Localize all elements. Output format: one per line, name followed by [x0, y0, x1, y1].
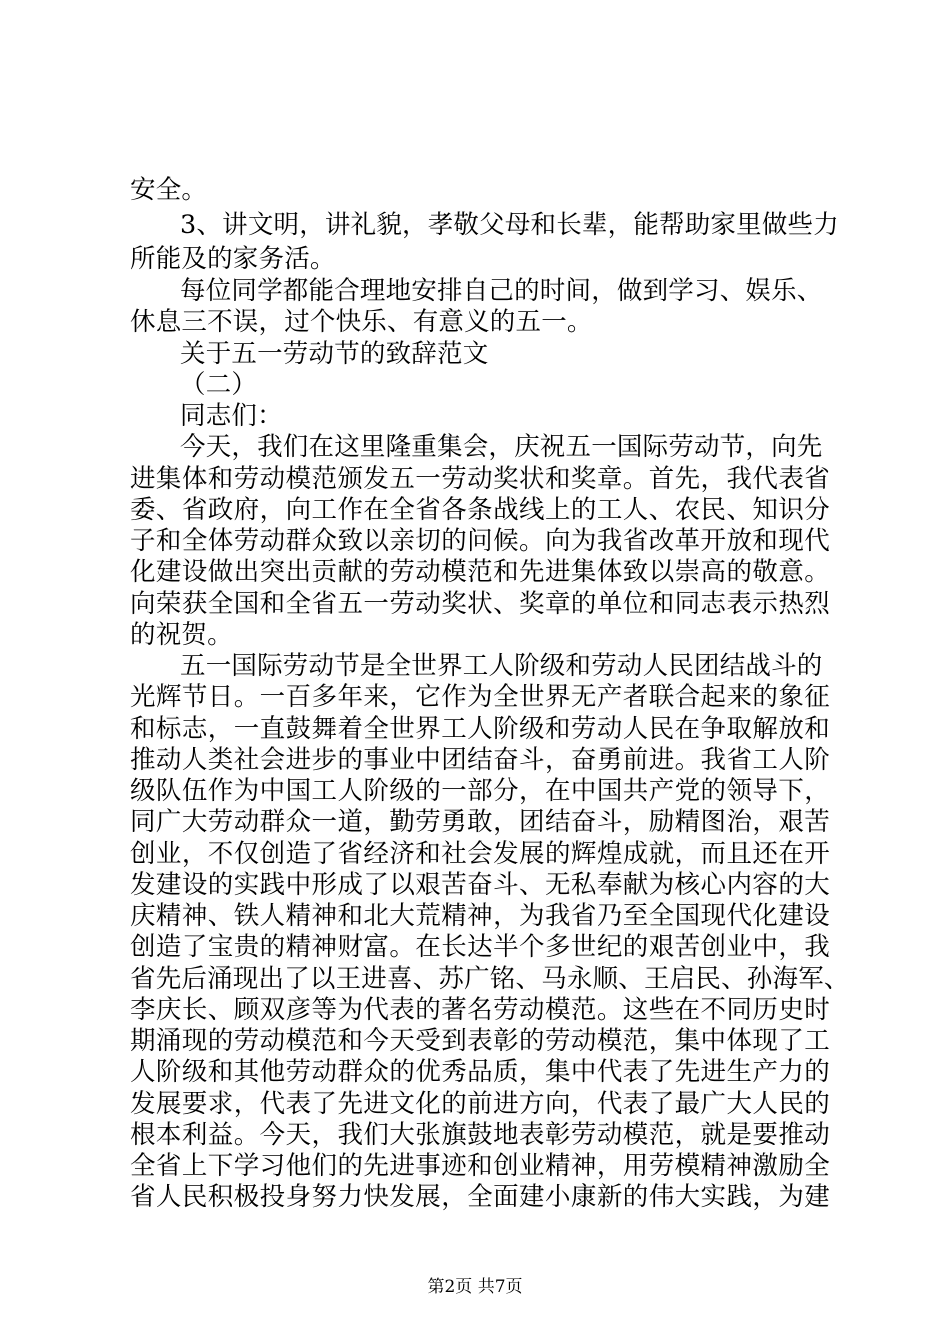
salutation: 同志们：: [180, 401, 283, 431]
text-line: 级队伍作为中国工人阶级的一部分，在中国共产党的领导下，: [130, 776, 830, 806]
text-line: 今天，我们在这里隆重集会，庆祝五一国际劳动节，向先: [180, 432, 823, 462]
text-line: 和标志，一直鼓舞着全世界工人阶级和劳动人民在争取解放和: [130, 714, 830, 744]
text-line: 根本利益。今天，我们大张旗鼓地表彰劳动模范，就是要推动: [130, 1120, 830, 1150]
text-line: 安全。: [130, 175, 208, 205]
text-line: 期涌现的劳动模范和今天受到表彰的劳动模范，集中体现了工: [130, 1026, 830, 1056]
section-number: （二）: [180, 370, 258, 400]
text-line: 省人民积极投身努力快发展，全面建小康新的伟大实践，为建: [130, 1182, 830, 1212]
text-line: 子和全体劳动群众致以亲切的问候。向为我省改革开放和现代: [130, 526, 830, 556]
text-line: 同广大劳动群众一道，勤劳勇敢，团结奋斗，励精图治，艰苦: [130, 807, 830, 837]
text-line: 化建设做出突出贡献的劳动模范和先进集体致以崇高的敬意。: [130, 557, 830, 587]
page-number-footer: 第2页 共7页: [427, 1277, 523, 1297]
text-line: 发建设的实践中形成了以艰苦奋斗、无私奉献为核心内容的大: [130, 870, 830, 900]
text-line: 每位同学都能合理地安排自己的时间，做到学习、娱乐、: [180, 276, 823, 306]
text-line: 向荣获全国和全省五一劳动奖状、奖章的单位和同志表示热烈: [130, 589, 830, 619]
text-line: 省先后涌现出了以王进喜、苏广铭、马永顺、王启民、孙海军、: [130, 964, 850, 994]
text-line: 所能及的家务活。: [130, 244, 336, 274]
text-line: 五一国际劳动节是全世界工人阶级和劳动人民团结战斗的: [180, 651, 823, 681]
text-line: 3、讲文明，讲礼貌，孝敬父母和长辈，能帮助家里做些力: [180, 210, 839, 240]
text-line: 李庆长、顾双彦等为代表的著名劳动模范。这些在不同历史时: [130, 995, 830, 1025]
text-line: 创业，不仅创造了省经济和社会发展的辉煌成就，而且还在开: [130, 839, 830, 869]
section-title: 关于五一劳动节的致辞范文: [180, 339, 489, 369]
text-line: 休息三不误，过个快乐、有意义的五一。: [130, 307, 593, 337]
text-line: 人阶级和其他劳动群众的优秀品质，集中代表了先进生产力的: [130, 1057, 830, 1087]
text-line: 进集体和劳动模范颁发五一劳动奖状和奖章。首先，我代表省: [130, 464, 830, 494]
text-line: 发展要求，代表了先进文化的前进方向，代表了最广大人民的: [130, 1089, 830, 1119]
text-line: 推动人类社会进步的事业中团结奋斗，奋勇前进。我省工人阶: [130, 745, 830, 775]
text-line: 委、省政府，向工作在全省各条战线上的工人、农民、知识分: [130, 495, 830, 525]
text-line: 庆精神、铁人精神和北大荒精神，为我省乃至全国现代化建设: [130, 901, 830, 931]
text-line: 全省上下学习他们的先进事迹和创业精神，用劳模精神激励全: [130, 1151, 830, 1181]
text-line: 的祝贺。: [130, 620, 233, 650]
text-line: 光辉节日。一百多年来，它作为全世界无产者联合起来的象征: [130, 682, 830, 712]
text-line: 创造了宝贵的精神财富。在长达半个多世纪的艰苦创业中，我: [130, 932, 830, 962]
